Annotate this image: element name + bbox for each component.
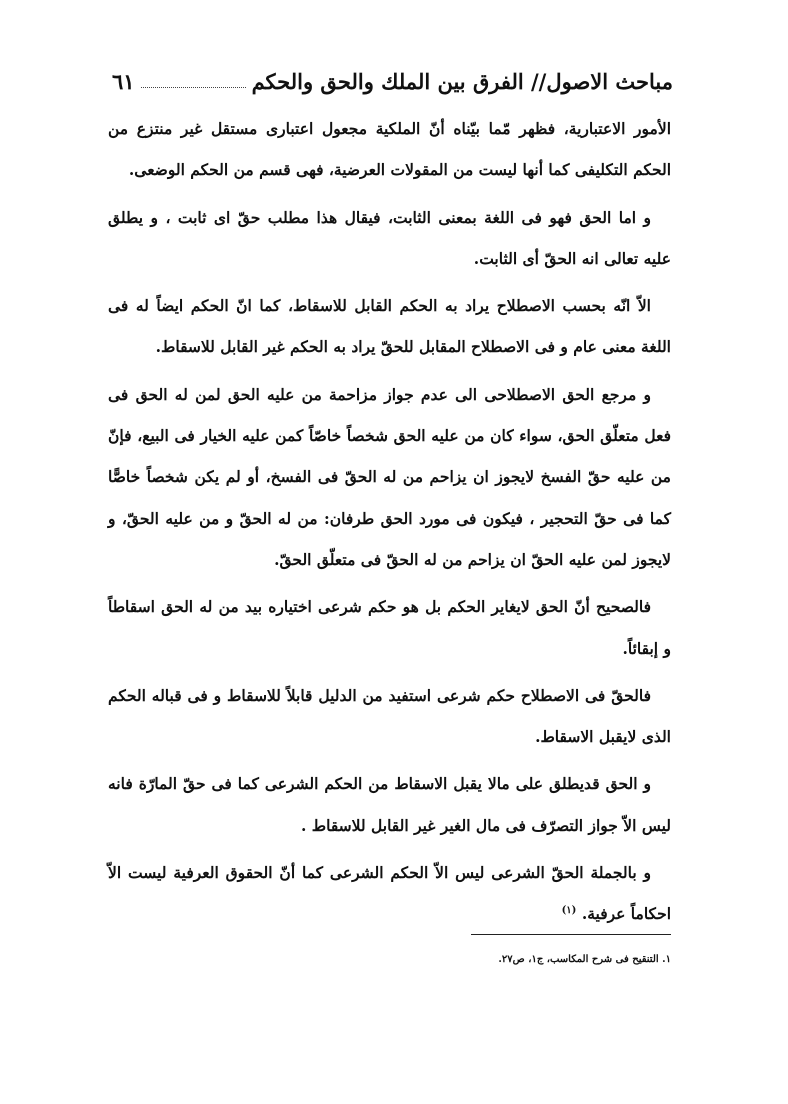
paragraph-last [108, 852, 671, 935]
dotted-leader [141, 86, 246, 88]
footnote-divider [471, 934, 671, 935]
paragraph: الاّ انّه بحسب الاصطلاح يراد به الحكم القابل للاسقاط، كما انّ الحكم ايضاً له فى اللغة معنى عام و فى الاصطلاح المقابل للحقّ يراد به الحكم غير القابل للاسقاط. [108, 296, 671, 357]
footnote: ١. التنقيح فى شرح المكاسب، ج١، ص٢٧. [498, 954, 671, 965]
paragraph: الأمور الاعتبارية، فظهر مّما بيّناه أنّ الملكية مجعول اعتبارى مستقل غير منتزع من الحكم التكليفى كما أنها ليست من المقولات العرضية، فهى قسم من الحكم الوضعى. [108, 119, 671, 180]
paragraph: فالصحيح أنّ الحق لايغاير الحكم بل هو حكم شرعى اختياره بيد من له الحق اسقاطاً و إبقائاً. [108, 597, 671, 658]
paragraph: فالحقّ فى الاصطلاح حكم شرعى استفيد من الدليل قابلاً للاسقاط و فى قباله الحكم الذى لايقبل الاسقاط. [108, 685, 671, 747]
running-title: مباحث الاصول// الفرق بين الملك والحق والحكم [251, 69, 673, 94]
footnote-reference[interactable]: (١) [561, 905, 577, 917]
paragraph: و مرجع الحق الاصطلاحى الى عدم جواز مزاحمة من عليه الحق لمن له الحق فى فعل متعلّق الحق، سواء كان من عليه الحق شخصاً خاصّاً كمن عليه الخيار فى البيع، فإنّ من عليه حقّ الفسخ لايجوز ان يزاحم من له الحقّ فى الفسخ، أو لم يكن شخصاً خاصًّا كما فى حقّ التحجير ، فيكون فى مورد الحق طرفان: من له الحقّ و من عليه الحقّ، و لايجوز لمن عليه الحقّ ان يزاحم من له الحقّ فى متعلّق الحقّ. [108, 384, 671, 569]
paragraph: و الحق قديطلق على مالا يقبل الاسقاط من الحكم الشرعى كما فى حقّ المارّة فانه ليس الاّ جواز التصرّف فى مال الغير غير القابل للاسقاط . [108, 774, 671, 835]
running-header [112, 62, 673, 96]
paragraph-text: و بالجملة الحقّ الشرعى ليس الاّ الحكم الشرعى كما أنّ الحقوق العرفية ليست الاّ احكاماً عرفية. [108, 863, 671, 924]
body-text [108, 108, 671, 941]
paragraph: و اما الحق فهو فى اللغة بمعنى الثابت، فيقال هذا مطلب حقّ اى ثابت ، و يطلق عليه تعالى انه الحقّ أى الثابت. [108, 207, 671, 268]
page-number: ٦١ [112, 69, 135, 94]
